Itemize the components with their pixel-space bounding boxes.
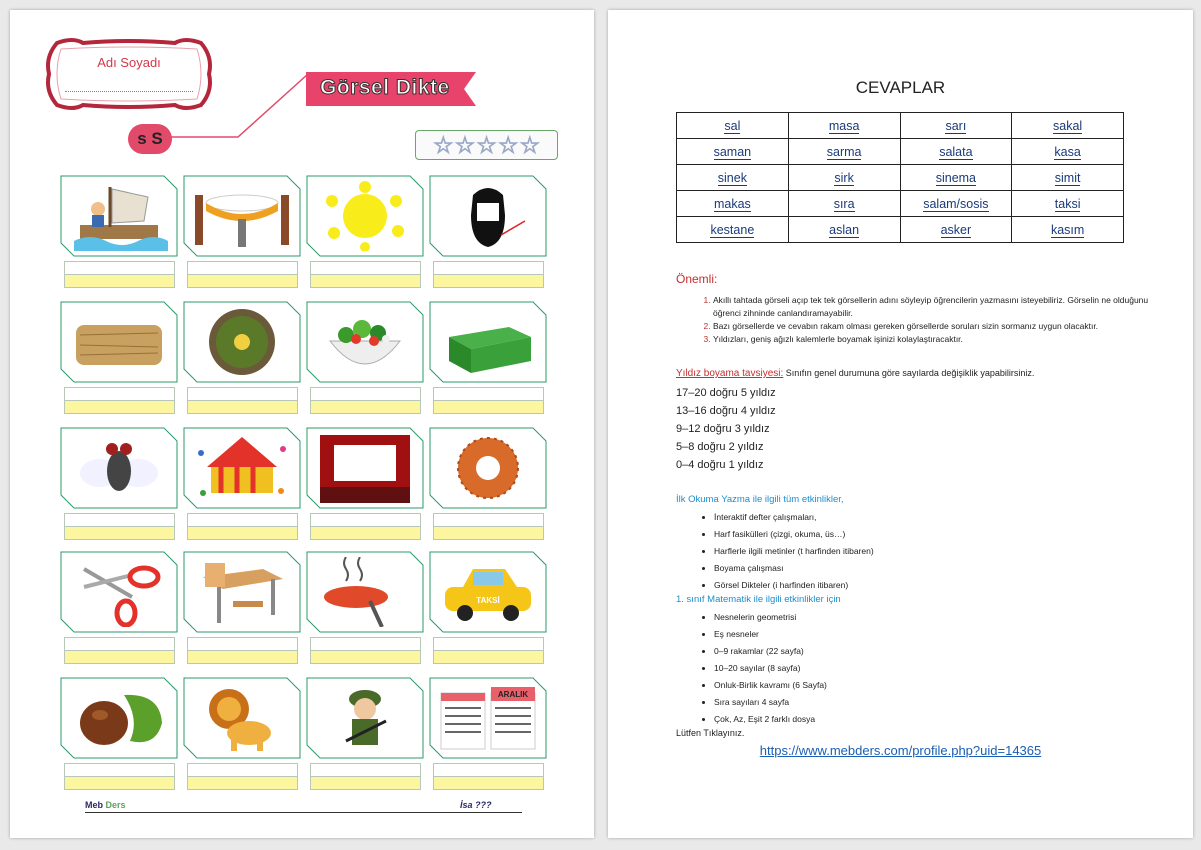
picture-cell [183, 301, 301, 383]
answer-line-bottom[interactable] [433, 401, 544, 414]
answer-word: masa [828, 118, 860, 133]
sun-icon [316, 181, 414, 251]
answers-title: CEVAPLAR [855, 78, 946, 97]
answer-word: makas [713, 196, 751, 211]
picture-cell [60, 551, 178, 633]
picture-cell [306, 301, 424, 383]
answer-box[interactable] [433, 763, 544, 789]
crate-icon [439, 307, 537, 377]
answer-word: sirk [834, 170, 854, 185]
name-line[interactable] [65, 91, 193, 92]
answer-box[interactable] [187, 763, 298, 789]
answer-box[interactable] [433, 637, 544, 663]
name-tag [43, 37, 215, 111]
answers-row [677, 113, 1124, 139]
cinema-icon [316, 433, 414, 503]
answer-word: aslan [829, 222, 860, 237]
literacy-item: • İnteraktif defter çalışmaları, [714, 509, 874, 526]
answer-line-top[interactable] [187, 513, 298, 527]
answer-line-top[interactable] [187, 763, 298, 777]
star-icon[interactable]: ☆ [454, 132, 476, 158]
chestnut-icon [70, 683, 168, 753]
answer-cell [900, 191, 1012, 217]
picture-cell [306, 677, 424, 759]
answer-line-bottom[interactable] [433, 527, 544, 540]
answer-line-bottom[interactable] [187, 275, 298, 288]
simit-icon [439, 433, 537, 503]
answer-line-bottom[interactable] [64, 275, 175, 288]
answer-word: sal [724, 118, 741, 133]
answer-box[interactable] [187, 387, 298, 413]
hay-bale-icon [70, 307, 168, 377]
answer-line-top[interactable] [187, 387, 298, 401]
answers-row [677, 139, 1124, 165]
answer-cell [677, 165, 789, 191]
answer-line-top[interactable] [64, 763, 175, 777]
answer-line-top[interactable] [433, 387, 544, 401]
calendar-label: ARALIK [497, 690, 529, 699]
math-item: • Onluk-Birlik kavramı (6 Sayfa) [714, 677, 827, 694]
math-item: • 0–9 rakamlar (22 sayfa) [714, 643, 827, 660]
star-rating[interactable] [415, 130, 558, 160]
answer-line-top[interactable] [187, 261, 298, 275]
picture-cell [183, 427, 301, 509]
answer-cell [677, 191, 789, 217]
taxi-label: TAKSİ [476, 596, 500, 605]
literacy-list [698, 509, 874, 594]
picture-cell [183, 677, 301, 759]
please-click: Lütfen Tıklayınız. [676, 728, 745, 738]
picture-cell [60, 677, 178, 759]
answer-cell [1012, 113, 1124, 139]
star-icon[interactable]: ☆ [497, 132, 519, 158]
answer-word: taksi [1054, 196, 1081, 211]
answer-cell [677, 139, 789, 165]
answer-line-bottom[interactable] [310, 275, 421, 288]
answer-cell [900, 217, 1012, 243]
note-item: 3. Yıldızları, geniş ağızlı kalemlerle boyamak işinizi kolaylaştıracaktır. [713, 333, 1158, 346]
answer-line-bottom[interactable] [64, 651, 175, 664]
scissors-icon [70, 557, 168, 627]
math-item: • Çok, Az, Eşit 2 farklı dosya [714, 711, 827, 728]
answer-line-top[interactable] [310, 637, 421, 651]
fly-icon [70, 433, 168, 503]
note-item: 1. Akıllı tahtada görseli açıp tek tek görsellerin adını söyleyip öğrencilerin yazmasını isteyebiliriz. Görselin ne olduğunu öğrenci zihninde canlandıramayabilir. [713, 294, 1158, 320]
answer-line-top[interactable] [310, 387, 421, 401]
answer-cell [677, 113, 789, 139]
picture-cell [183, 175, 301, 257]
answer-word: salam/sosis [923, 196, 989, 211]
dining-table-icon [193, 181, 291, 251]
answer-box[interactable] [187, 637, 298, 663]
answer-word: salata [939, 144, 973, 159]
star-tip [676, 368, 1034, 379]
answer-cell [788, 139, 900, 165]
picture-cell [60, 175, 178, 257]
score-item: 9–12 doğru 3 yıldız [676, 423, 770, 435]
answer-cell [1012, 165, 1124, 191]
answer-box[interactable] [187, 513, 298, 539]
answer-box[interactable] [433, 513, 544, 539]
answer-cell [1012, 139, 1124, 165]
answer-cell [900, 139, 1012, 165]
literacy-item: • Görsel Dikteler (i harfinden itibaren) [714, 577, 874, 594]
answer-line-bottom[interactable] [310, 651, 421, 664]
star-icon[interactable]: ☆ [476, 132, 497, 158]
answer-word: sarı [945, 118, 967, 133]
name-tag-frame [43, 37, 215, 111]
beard-man-icon [439, 181, 537, 251]
literacy-title: İlk Okuma Yazma ile ilgili tüm etkinlikler, [676, 494, 844, 505]
logo-part-1: Meb [85, 800, 103, 810]
picture-cell [429, 301, 547, 383]
answer-word: kasa [1054, 144, 1081, 159]
answer-word: sinema [935, 170, 977, 185]
answer-line-top[interactable] [187, 637, 298, 651]
worksheet-page [10, 10, 594, 838]
answer-box[interactable] [187, 261, 298, 287]
note-item: 2. Bazı görsellerde ve cevabın rakam olması gereken görsellerde soruları sizin sormanız uygun olacaktır. [713, 320, 1158, 333]
school-desk-icon [193, 557, 291, 627]
answer-word: kasım [1050, 222, 1085, 237]
answer-box[interactable] [310, 387, 421, 413]
answer-cell [1012, 191, 1124, 217]
answer-cell [900, 113, 1012, 139]
answer-box[interactable] [310, 637, 421, 663]
answer-line-top[interactable] [433, 763, 544, 777]
answer-line-top[interactable] [310, 261, 421, 275]
sausage-icon [316, 557, 414, 627]
picture-cell [183, 551, 301, 633]
answer-word: saman [713, 144, 752, 159]
answer-line-top[interactable] [64, 513, 175, 527]
answer-line-bottom[interactable] [433, 275, 544, 288]
footer-signature: İsa ??? [460, 800, 492, 810]
soldier-icon [316, 683, 414, 753]
picture-cell [429, 677, 547, 759]
picture-cell [306, 551, 424, 633]
math-item: • Eş nesneler [714, 626, 827, 643]
answers-row [677, 217, 1124, 243]
answer-box[interactable] [64, 387, 175, 413]
answer-cell [1012, 217, 1124, 243]
literacy-item: • Boyama çalışması [714, 560, 874, 577]
answer-line-top[interactable] [64, 637, 175, 651]
answer-line-bottom[interactable] [64, 527, 175, 540]
worksheet-title: Görsel Dikte [320, 76, 450, 99]
answers-table [676, 112, 1124, 243]
letter-badge: s S [128, 124, 172, 154]
answer-line-bottom[interactable] [310, 527, 421, 540]
answer-line-bottom[interactable] [64, 777, 175, 790]
literacy-item: • Harflerle ilgili metinler (t harfinden itibaren) [714, 543, 874, 560]
answer-box[interactable] [64, 637, 175, 663]
picture-cell [429, 427, 547, 509]
lion-icon [193, 683, 291, 753]
star-icon[interactable]: ☆ [432, 132, 454, 158]
circus-icon [193, 433, 291, 503]
salad-icon [316, 307, 414, 377]
star-icon[interactable]: ☆ [519, 132, 541, 158]
picture-cell [429, 175, 547, 257]
answer-line-bottom[interactable] [433, 777, 544, 790]
answer-line-top[interactable] [310, 763, 421, 777]
title-banner [306, 72, 476, 106]
calendar-icon [439, 683, 537, 753]
answer-box[interactable] [64, 763, 175, 789]
important-title: Önemli: [676, 272, 718, 286]
answer-line-top[interactable] [433, 261, 544, 275]
profile-link[interactable]: https://www.mebders.com/profile.php?uid=14365 [759, 743, 1042, 758]
answer-line-bottom[interactable] [187, 401, 298, 414]
answer-box[interactable] [64, 513, 175, 539]
answer-box[interactable] [310, 261, 421, 287]
answer-word: sıra [833, 196, 855, 211]
math-list [698, 609, 827, 728]
math-item: • 10–20 sayılar (8 sayfa) [714, 660, 827, 677]
answer-cell [677, 217, 789, 243]
answer-line-bottom[interactable] [187, 777, 298, 790]
answer-box[interactable] [433, 261, 544, 287]
picture-cell [60, 427, 178, 509]
answer-box[interactable] [433, 387, 544, 413]
answer-line-bottom[interactable] [187, 527, 298, 540]
picture-cell [429, 551, 547, 633]
answer-cell [788, 113, 900, 139]
picture-cell [60, 301, 178, 383]
answer-line-bottom[interactable] [310, 401, 421, 414]
score-item: 13–16 doğru 4 yıldız [676, 405, 776, 417]
name-label: Adı Soyadı [97, 55, 161, 70]
answer-cell [788, 165, 900, 191]
answer-box[interactable] [310, 763, 421, 789]
answer-box[interactable] [64, 261, 175, 287]
footer-divider [85, 812, 522, 813]
answer-line-bottom[interactable] [64, 401, 175, 414]
footer-logo [85, 800, 126, 810]
answer-line-bottom[interactable] [310, 777, 421, 790]
answer-word: sinek [717, 170, 747, 185]
answer-line-bottom[interactable] [433, 651, 544, 664]
answers-page [608, 10, 1193, 838]
score-item: 0–4 doğru 1 yıldız [676, 459, 764, 471]
picture-cell [306, 175, 424, 257]
answer-line-top[interactable] [64, 387, 175, 401]
answer-cell [788, 191, 900, 217]
math-title: 1. sınıf Matematik ile ilgili etkinlikler için [676, 594, 841, 605]
answer-word: kestane [710, 222, 755, 237]
answer-line-top[interactable] [433, 513, 544, 527]
picture-cell [306, 427, 424, 509]
score-list [676, 384, 776, 474]
answer-cell [788, 217, 900, 243]
answer-line-bottom[interactable] [187, 651, 298, 664]
star-tip-label: Yıldız boyama tavsiyesi: [676, 368, 784, 379]
answer-word: asker [940, 222, 972, 237]
math-item: • Nesnelerin geometrisi [714, 609, 827, 626]
stuffed-cabbage-icon [193, 307, 291, 377]
raft-icon [70, 181, 168, 251]
star-tip-text: Sınıfın genel durumuna göre sayılarda değişiklik yapabilirsiniz. [783, 368, 1035, 378]
score-item: 5–8 doğru 2 yıldız [676, 441, 764, 453]
answer-word: simit [1054, 170, 1081, 185]
answer-box[interactable] [310, 513, 421, 539]
answer-line-top[interactable] [433, 637, 544, 651]
math-item: • Sıra sayıları 4 sayfa [714, 694, 827, 711]
taxi-icon [439, 557, 537, 627]
answer-line-top[interactable] [64, 261, 175, 275]
answer-word: sakal [1053, 118, 1083, 133]
answer-word: sarma [826, 144, 862, 159]
answers-row [677, 191, 1124, 217]
answers-row [677, 165, 1124, 191]
answer-line-top[interactable] [310, 513, 421, 527]
literacy-item: • Harf fasikülleri (çizgi, okuma, üs…) [714, 526, 874, 543]
notes-list [683, 294, 1158, 346]
answer-cell [900, 165, 1012, 191]
logo-part-2: Ders [105, 800, 126, 810]
score-item: 17–20 doğru 5 yıldız [676, 387, 776, 399]
